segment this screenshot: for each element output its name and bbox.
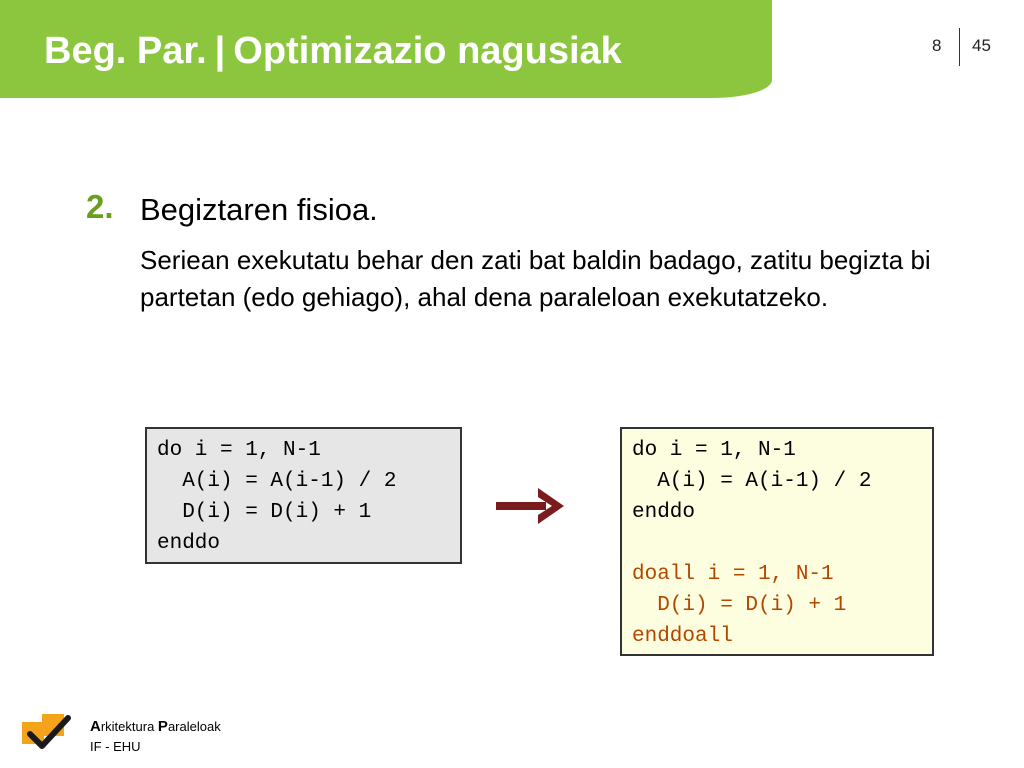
section-body-text: Seriean exekutatu behar den zati bat baldin badago, zatitu begizta bi partetan (edo gehiago), ahal dena paraleloan exekutatzeko. bbox=[140, 245, 931, 312]
slide-title-topic: Optimizazio nagusiak bbox=[233, 30, 622, 72]
code-line: enddo bbox=[157, 532, 221, 555]
code-line: A(i) = A(i-1) / 2 bbox=[632, 470, 872, 493]
footer-initial-a: A bbox=[90, 718, 101, 735]
footer-initial-p: P bbox=[157, 718, 168, 735]
code-line-doall: enddoall bbox=[632, 625, 733, 648]
code-line: D(i) = D(i) + 1 bbox=[157, 501, 372, 524]
section-number: 2. bbox=[86, 188, 114, 225]
code-line: A(i) = A(i-1) / 2 bbox=[157, 470, 397, 493]
slide-title-separator: | bbox=[214, 30, 226, 72]
footer-word-1: rkitektura bbox=[100, 719, 158, 734]
footer-course-name bbox=[90, 718, 221, 735]
code-line: do i = 1, N-1 bbox=[157, 439, 321, 462]
code-line-doall: D(i) = D(i) + 1 bbox=[632, 594, 847, 617]
page-number-total: 45 bbox=[972, 36, 991, 55]
title-banner bbox=[0, 0, 772, 98]
right-arrow-icon bbox=[496, 486, 564, 526]
code-line bbox=[632, 528, 922, 559]
code-line-doall: doall i = 1, N-1 bbox=[632, 563, 834, 586]
code-line: enddo bbox=[632, 501, 696, 524]
page-number-current: 8 bbox=[932, 36, 942, 55]
page-number-divider bbox=[959, 28, 960, 66]
section-heading: Begiztaren fisioa. bbox=[140, 192, 378, 227]
checkmark-logo-icon bbox=[22, 712, 74, 752]
code-block-after bbox=[620, 427, 934, 656]
slide-title bbox=[44, 28, 622, 74]
code-line: do i = 1, N-1 bbox=[632, 439, 796, 462]
slide-title-course: Beg. Par. bbox=[44, 30, 207, 72]
footer-institution: IF - EHU bbox=[90, 739, 141, 754]
footer-word-2: araleloak bbox=[167, 719, 221, 734]
code-block-before bbox=[145, 427, 462, 564]
